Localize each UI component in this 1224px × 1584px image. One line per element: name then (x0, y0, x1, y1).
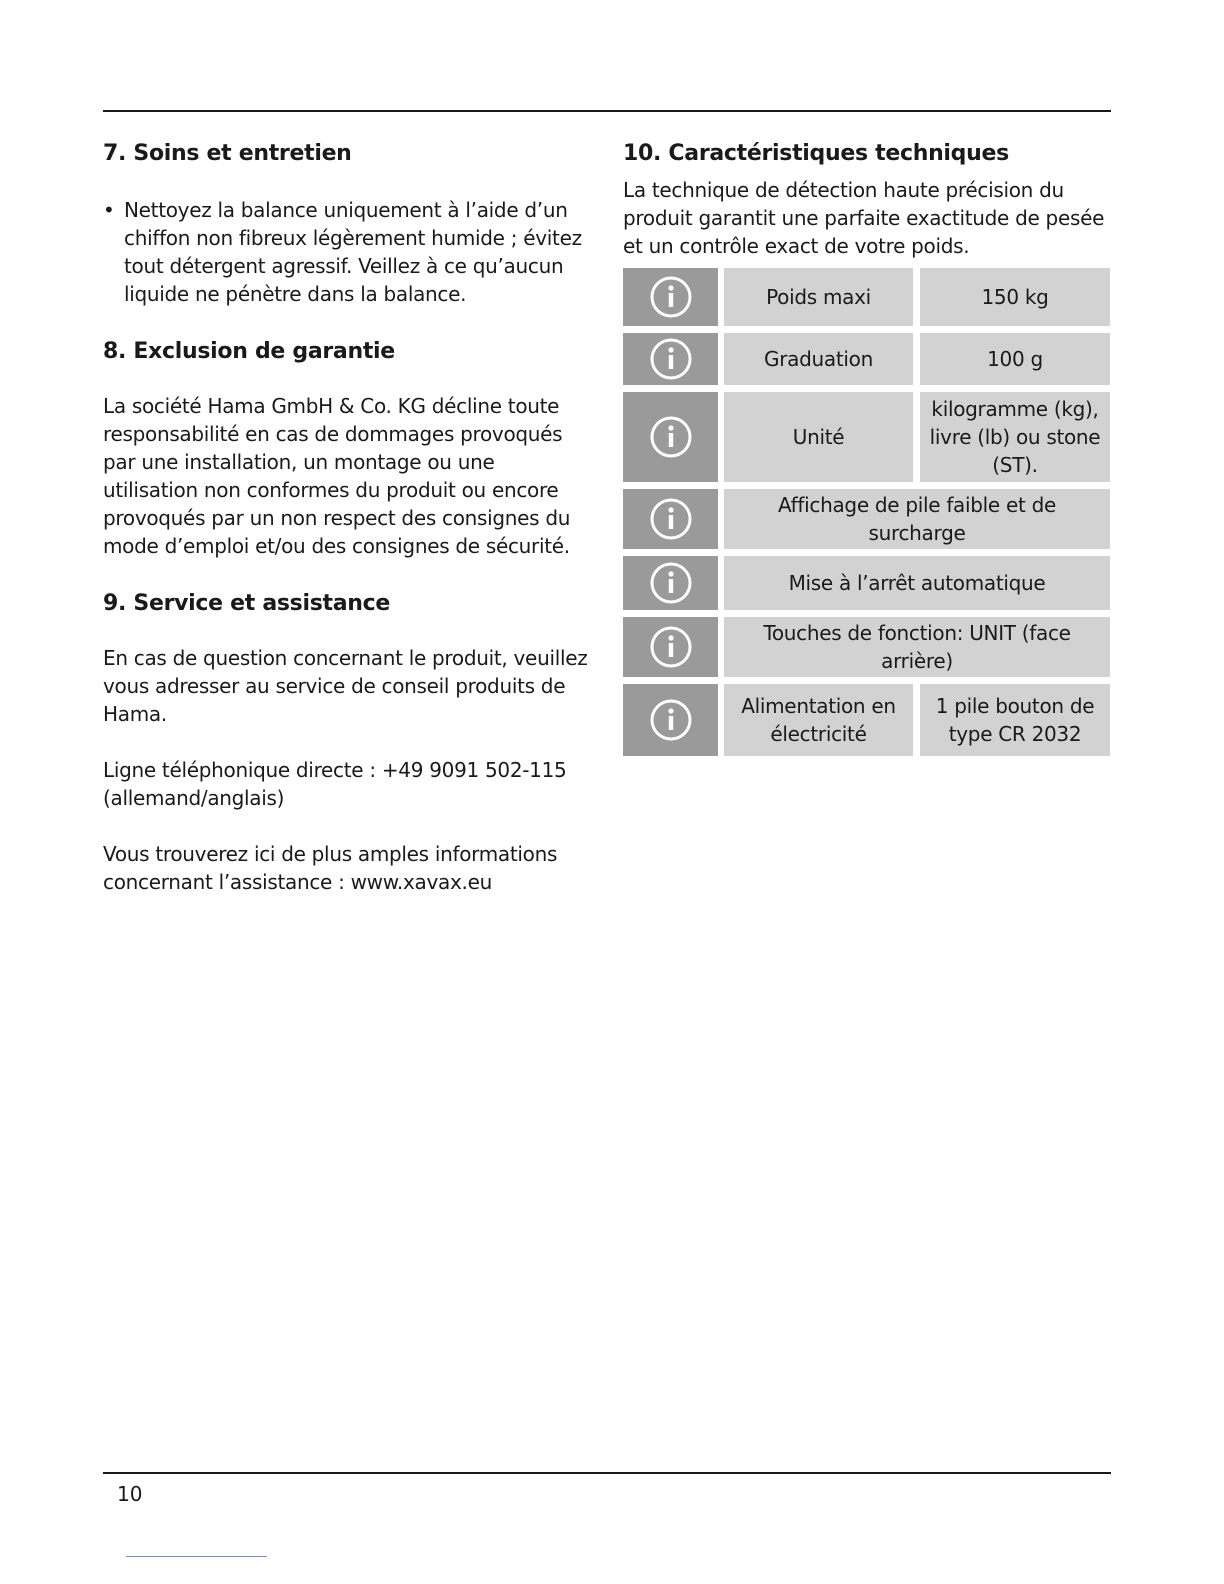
spec-table (623, 268, 1110, 756)
spec-feature: Mise à l’arrêt automatique (724, 556, 1110, 610)
spec-label: Alimentation en électricité (724, 684, 913, 756)
bottom-rule (103, 1472, 1111, 1474)
left-column (103, 138, 593, 896)
spec-label: Unité (724, 392, 913, 482)
info-icon (649, 337, 693, 381)
info-icon-cell (623, 556, 718, 610)
section-10-title: 10. Caractéristiques techniques (623, 141, 1009, 166)
section-9-title: 9. Service et assistance (103, 591, 390, 616)
top-rule (103, 110, 1111, 112)
spec-label: Poids maxi (724, 268, 913, 326)
service-paragraph: En cas de question concernant le produit, veuillez vous adresser au service de conseil produits de Hama. (103, 646, 588, 726)
spec-feature: Affichage de pile faible et de surcharge (724, 489, 1110, 549)
care-bullet-item: • Nettoyez la balance uniquement à l’aide d’un chiffon non fibreux légèrement humide ; évitez tout détergent agressif. Veillez à ce qu’aucun liquide ne pénètre dans la balance. (103, 196, 593, 308)
info-icon (649, 497, 693, 541)
spec-value: 150 kg (920, 268, 1110, 326)
info-icon-cell (623, 684, 718, 756)
info-icon (649, 275, 693, 319)
right-column (623, 138, 1111, 763)
info-icon-cell (623, 392, 718, 482)
section-8-title: 8. Exclusion de garantie (103, 339, 395, 364)
spec-label: Graduation (724, 333, 913, 385)
info-icon (649, 415, 693, 459)
info-icon (649, 625, 693, 669)
page-number: 10 (117, 1482, 143, 1506)
spec-value: 1 pile bouton de type CR 2032 (920, 684, 1110, 756)
spec-row (623, 489, 1110, 549)
warranty-paragraph: La société Hama GmbH & Co. KG décline toute responsabilité en cas de dommages provoqués par une installation, un montage ou une utilisation non conformes du produit ou encore provoqués par un non respect des consignes du mode d’emploi et/ou des consignes de sécurité. (103, 394, 571, 558)
spec-row (623, 617, 1110, 677)
info-icon-cell (623, 333, 718, 385)
support-info-paragraph: Vous trouverez ici de plus amples informations concernant l’assistance : www.xavax.eu (103, 842, 558, 894)
spec-value: kilogramme (kg), livre (lb) ou stone (ST). (920, 392, 1110, 482)
info-icon-cell (623, 617, 718, 677)
info-icon-cell (623, 268, 718, 326)
section-7-title: 7. Soins et entretien (103, 141, 352, 166)
info-icon-cell (623, 489, 718, 549)
spec-row (623, 684, 1110, 756)
spec-row (623, 268, 1110, 326)
spec-row (623, 392, 1110, 482)
info-icon (649, 561, 693, 605)
specs-intro: La technique de détection haute précision du produit garantit une parfaite exactitude de pesée et un contrôle exact de votre poids. (623, 178, 1105, 258)
care-bullet-list (103, 196, 593, 308)
info-icon (649, 698, 693, 742)
footer-link-underline (126, 1556, 267, 1557)
spec-value: 100 g (920, 333, 1110, 385)
spec-feature: Touches de fonction: UNIT (face arrière) (724, 617, 1110, 677)
hotline-paragraph: Ligne téléphonique directe : +49 9091 502-115 (allemand/anglais) (103, 758, 567, 810)
spec-row (623, 333, 1110, 385)
spec-row (623, 556, 1110, 610)
